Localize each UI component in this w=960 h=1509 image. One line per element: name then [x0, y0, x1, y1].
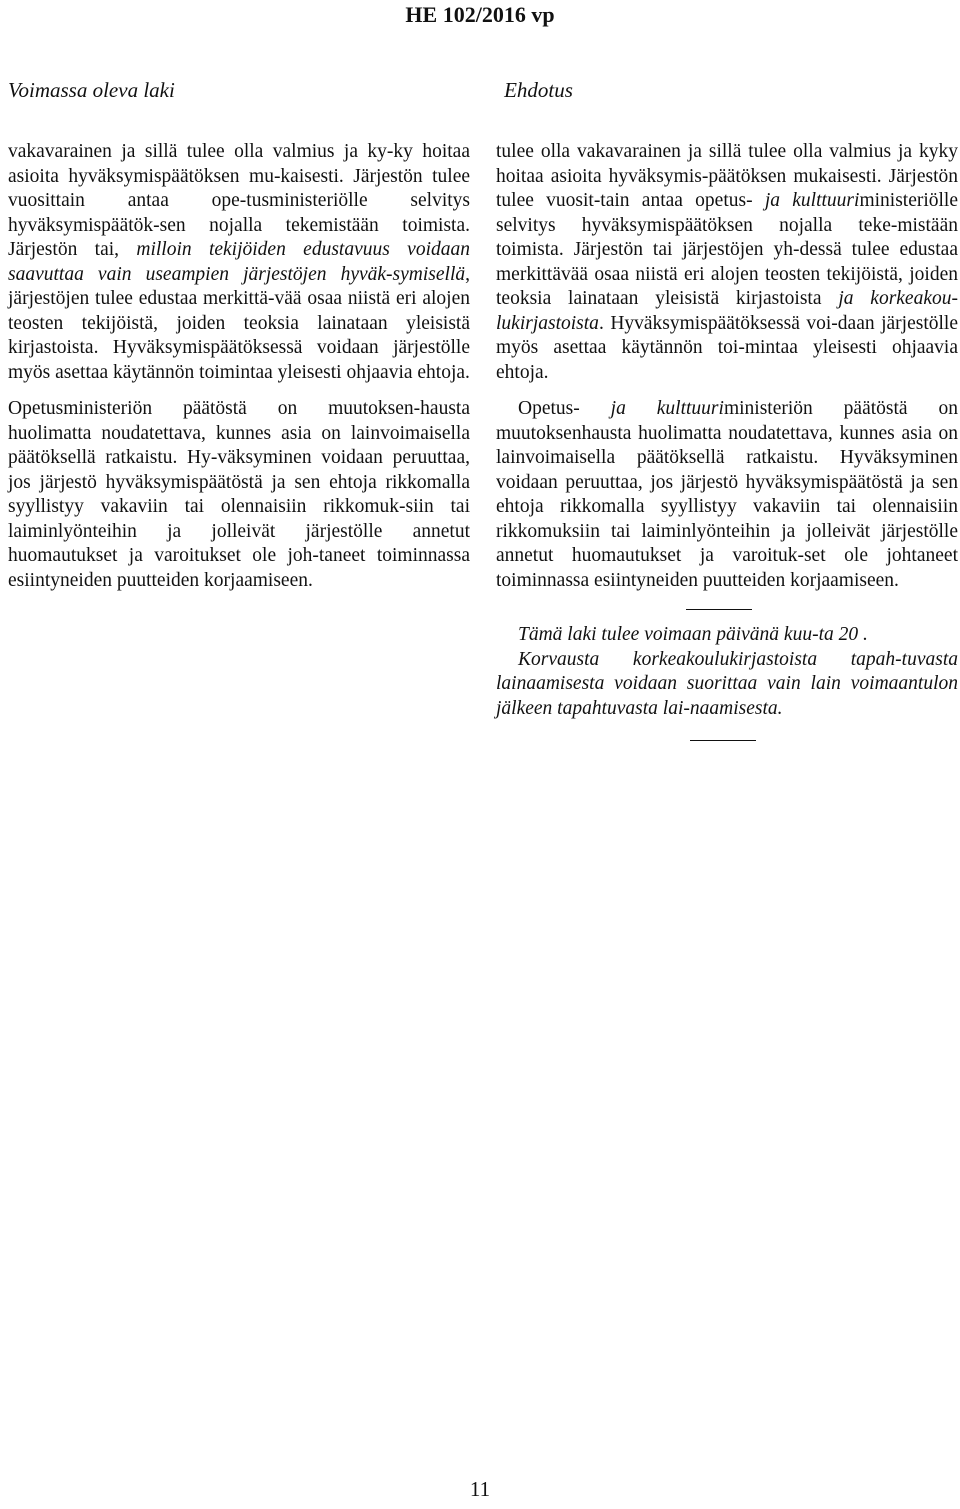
current-law-column — [8, 140, 470, 593]
end-divider — [690, 740, 756, 741]
current-law-paragraph-1 — [8, 140, 470, 385]
proposal-paragraph-1 — [496, 140, 958, 385]
right-column-title: Ehdotus — [504, 78, 573, 102]
text-segment: ministeriölle selvitys hyväksymispäätöksen nojalla teke-mistään toimista. Järjestön tai järjestöjen yh-dessä tulee edustaa merkittävää osaa niistä eri alojen teosten tekijöistä, joiden teoksia lainataan yleisistä kirjastoista — [496, 190, 959, 309]
entry-into-force-clause — [496, 623, 958, 648]
italic-text-segment: ja kulttuuri — [764, 190, 860, 211]
proposal-paragraph-2 — [496, 397, 958, 593]
transitional-provision — [496, 648, 958, 722]
italic-text-segment: ja korkeakou-lukirjastoista — [496, 288, 958, 334]
current-law-paragraph-2: Opetusministeriön päätöstä on muutoksen-hausta huolimatta noudatettava, kunnes asia on lainvoimaisella päätöksellä ratkaistu. Hy-väksyminen voidaan peruuttaa, jos järjestö hyväksymispäätöstä ja sen ehtoja rikkomalla syyllistyy vakaviin tai olennaisiin rikkomuk-siin tai laiminlyönteihin ja jolleivät järjestölle annetut huomautukset ja varoitukset ole joh-taneet toiminnassa esiintyneiden puutteiden korjaamiseen. — [8, 398, 470, 591]
text-segment: ministeriön päätöstä on muutoksenhausta huolimatta noudatettava, kunnes asia on lainvoimaisella päätöksellä ratkaistu. Hyväksyminen voidaan peruuttaa, jos järjestö hyväksymispäätöstä ja sen ehtoja rikkomalla syyllistyy vakaviin tai olennaisiin rikkomuksiin tai laiminlyönteihin ja jolleivät järjestölle annetut huomautukset ja varoituk-set ole johtaneet toiminnassa esiintyneiden puutteiden korjaamiseen. — [496, 398, 958, 591]
left-column-title: Voimassa oleva laki — [8, 78, 175, 102]
italic-text-segment: milloin tekijöiden edustavuus voidaan saavuttaa vain useampien järjestöjen hyväk-symisellä — [8, 239, 470, 285]
text-segment: tulee olla vakavarainen ja sillä tulee olla valmius ja kyky hoitaa asioita hyväksymis-päätöksen mukaisesti. Järjestön tulee vuosit-tain antaa opetus- — [496, 141, 958, 211]
proposal-column — [496, 140, 958, 741]
section-divider — [686, 609, 752, 610]
transitional-provision-text: Korvausta korkeakoulukirjastoista tapah-tuvasta lainaamisesta voidaan suorittaa vain lain voimaantulon jälkeen tapahtuvasta lai-naamisesta. — [496, 648, 958, 719]
entry-into-force-text: Tämä laki tulee voimaan päivänä kuu-ta 20 . — [518, 624, 868, 645]
text-segment: Opetus- — [518, 398, 611, 419]
text-segment: . Hyväksymispäätöksessä voi-daan järjestölle myös asettaa käytännön toi-mintaa yleisesti ohjaavia ehtoja. — [496, 312, 958, 383]
italic-text-segment: ja kulttuuri — [610, 398, 724, 419]
page-number: 11 — [469, 1477, 491, 1501]
text-segment: , järjestöjen tulee edustaa merkittä-vää osaa niistä eri alojen teosten tekijöistä, joiden teoksia lainataan yleisistä kirjastoista. Hyväksymispäätöksessä voidaan järjestölle myös asettaa käytännön toimintaa yleisesti ohjaavia ehtoja. — [8, 263, 470, 383]
text-segment: vakavarainen ja sillä tulee olla valmius ja ky-ky hoitaa asioita hyväksymispäätöksen mu-kaisesti. Järjestön tulee vuosittain antaa ope-tusministeriölle selvitys hyväksymispäätök-sen nojalla tekemistään toimista. Järjestön tai, — [8, 141, 470, 260]
document-id-header: HE 102/2016 vp — [405, 2, 555, 27]
